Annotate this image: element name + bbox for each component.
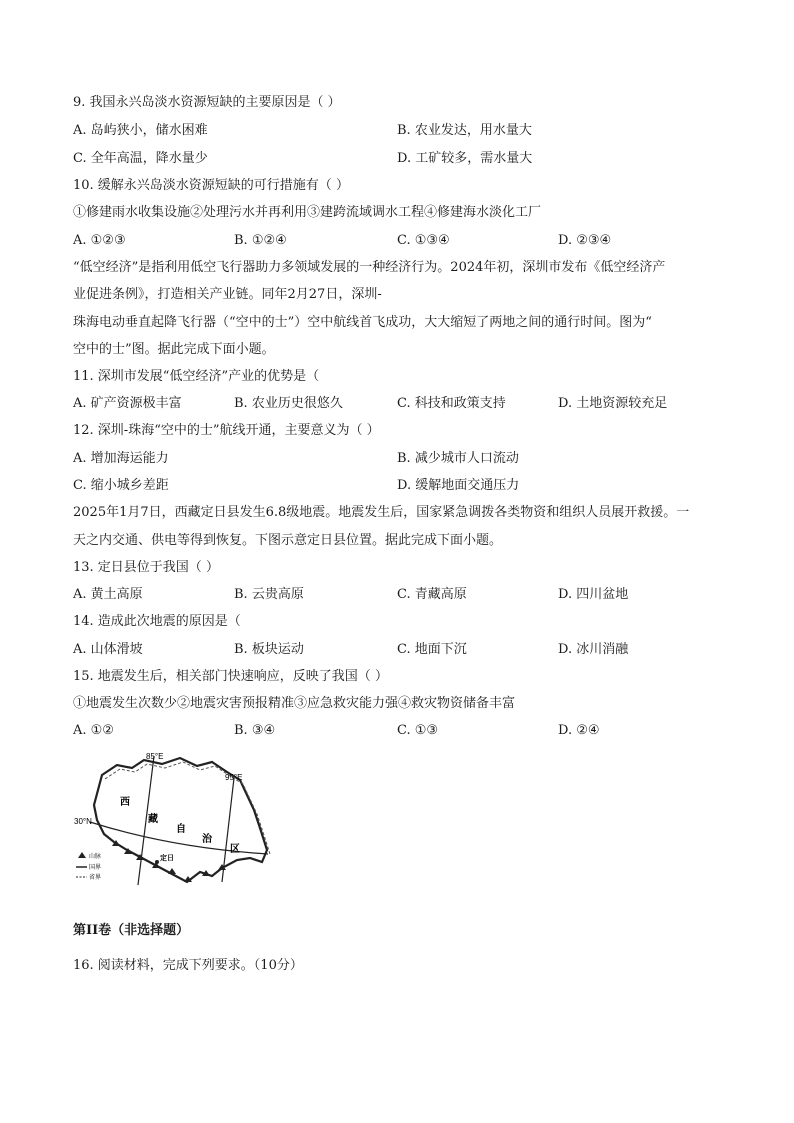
q9-option-d[interactable]: D. 工矿较多，需水量大 (397, 151, 533, 166)
longitude-95-line (222, 778, 234, 882)
q14-option-a[interactable]: A. 山体滑坡 (73, 642, 143, 657)
q9-option-c[interactable]: C. 全年高温，降水量少 (73, 151, 208, 166)
region-char-1: 西 (120, 797, 130, 808)
q10-option-a[interactable]: A. ①②③ (73, 233, 126, 248)
q13-option-a[interactable]: A. 黄土高原 (73, 587, 143, 602)
dingri-marker (155, 860, 159, 864)
q13-option-c[interactable]: C. 青藏高原 (397, 587, 467, 602)
q12-option-a[interactable]: A. 增加海运能力 (73, 451, 169, 466)
q16-stem: 16. 阅读材料，完成下列要求。（10分） (73, 958, 303, 973)
tibet-outline (94, 758, 270, 882)
q11-stem: 11. 深圳市发展“低空经济”产业的优势是（ (73, 369, 320, 384)
q15-option-b[interactable]: B. ③④ (234, 723, 276, 738)
passage1-line1: “低空经济”是指利用低空飞行器助力多领域发展的一种经济行为。2024年初，深圳市发布《低空经济产 (73, 260, 666, 275)
q13-option-b[interactable]: B. 云贵高原 (234, 587, 304, 602)
map-legend (76, 852, 101, 881)
q10-option-d[interactable]: D. ②③④ (558, 233, 612, 248)
q12-option-d[interactable]: D. 缓解地面交通压力 (397, 478, 520, 493)
q13-stem: 13. 定日县位于我国（ ） (73, 560, 219, 575)
legend-national-border-label: 国界 (89, 864, 102, 871)
q12-option-c[interactable]: C. 缩小城乡差距 (73, 478, 169, 493)
q10-option-b[interactable]: B. ①②④ (234, 233, 287, 248)
q9-option-a[interactable]: A. 岛屿狭小，储水困难 (73, 123, 208, 138)
q11-option-b[interactable]: B. 农业历史很悠久 (234, 396, 343, 411)
passage2-line1: 2025年1月7日，西藏定日县发生6.8级地震。地震发生后，国家紧急调拨各类物资和组织人员展开救援。一 (73, 505, 690, 520)
q14-option-c[interactable]: C. 地面下沉 (397, 642, 467, 657)
q15-option-d[interactable]: D. ②④ (558, 723, 600, 738)
q11-option-d[interactable]: D. 土地资源较充足 (558, 396, 668, 411)
q14-option-d[interactable]: D. 冰川消融 (558, 642, 629, 657)
q11-option-c[interactable]: C. 科技和政策支持 (397, 396, 506, 411)
q10-option-c[interactable]: C. ①③④ (397, 233, 450, 248)
q13-option-d[interactable]: D. 四川盆地 (558, 587, 629, 602)
region-char-3: 自 (176, 824, 186, 835)
region-char-2: 藏 (148, 814, 158, 825)
dingri-label: 定日 (160, 853, 174, 862)
q10-stem: 10. 缓解永兴岛淡水资源短缺的可行措施有（ ） (73, 178, 349, 193)
q14-option-b[interactable]: B. 板块运动 (234, 642, 304, 657)
q12-option-b[interactable]: B. 减少城市人口流动 (397, 451, 519, 466)
section2-title: 第II卷（非选择题） (73, 923, 190, 938)
q9-option-b[interactable]: B. 农业发达，用水量大 (397, 123, 532, 138)
legend-province-border-label: 省界 (89, 874, 102, 881)
legend-mountain-label: 山脉 (89, 853, 102, 860)
q15-option-a[interactable]: A. ①② (73, 723, 114, 738)
q9-stem: 9. 我国永兴岛淡水资源短缺的主要原因是（ ） (73, 95, 341, 110)
q15-option-c[interactable]: C. ①③ (397, 723, 439, 738)
q15-stem: 15. 地震发生后，相关部门快速响应，反映了我国（ ） (73, 669, 388, 684)
passage1-line2: 业促进条例》，打造相关产业链。同年2月27日，深圳- (73, 287, 382, 302)
lat-30-label: 30°N (74, 817, 92, 826)
passage1-line4: 空中的士”图。据此完成下面小题。 (73, 342, 275, 357)
q10-measures: ①修建雨水收集设施②处理污水并再利用③建跨流域调水工程④修建海水淡化工厂 (73, 205, 542, 220)
passage1-line3: 珠海电动垂直起降飞行器（“空中的士”）空中航线首飞成功，大大缩短了两地之间的通行时间。图为“ (73, 315, 652, 330)
lon-85-label: 85°E (146, 752, 164, 761)
passage2-line2: 天之内交通、供电等得到恢复。下图示意定日县位置。据此完成下面小题。 (73, 533, 503, 548)
q14-stem: 14. 造成此次地震的原因是（ (73, 614, 241, 629)
dingri-location-map (72, 750, 272, 900)
lon-95-label: 95°E (225, 773, 243, 782)
legend-mountain-symbol (78, 852, 86, 858)
q15-statements: ①地震发生次数少②地震灾害预报精准③应急救灾能力强④救灾物资储备丰富 (73, 696, 516, 711)
q12-stem: 12. 深圳-珠海“空中的士”航线开通，主要意义为（ ） (73, 423, 380, 438)
region-char-4: 治 (202, 834, 212, 845)
q11-option-a[interactable]: A. 矿产资源极丰富 (73, 396, 182, 411)
region-char-5: 区 (230, 844, 240, 855)
